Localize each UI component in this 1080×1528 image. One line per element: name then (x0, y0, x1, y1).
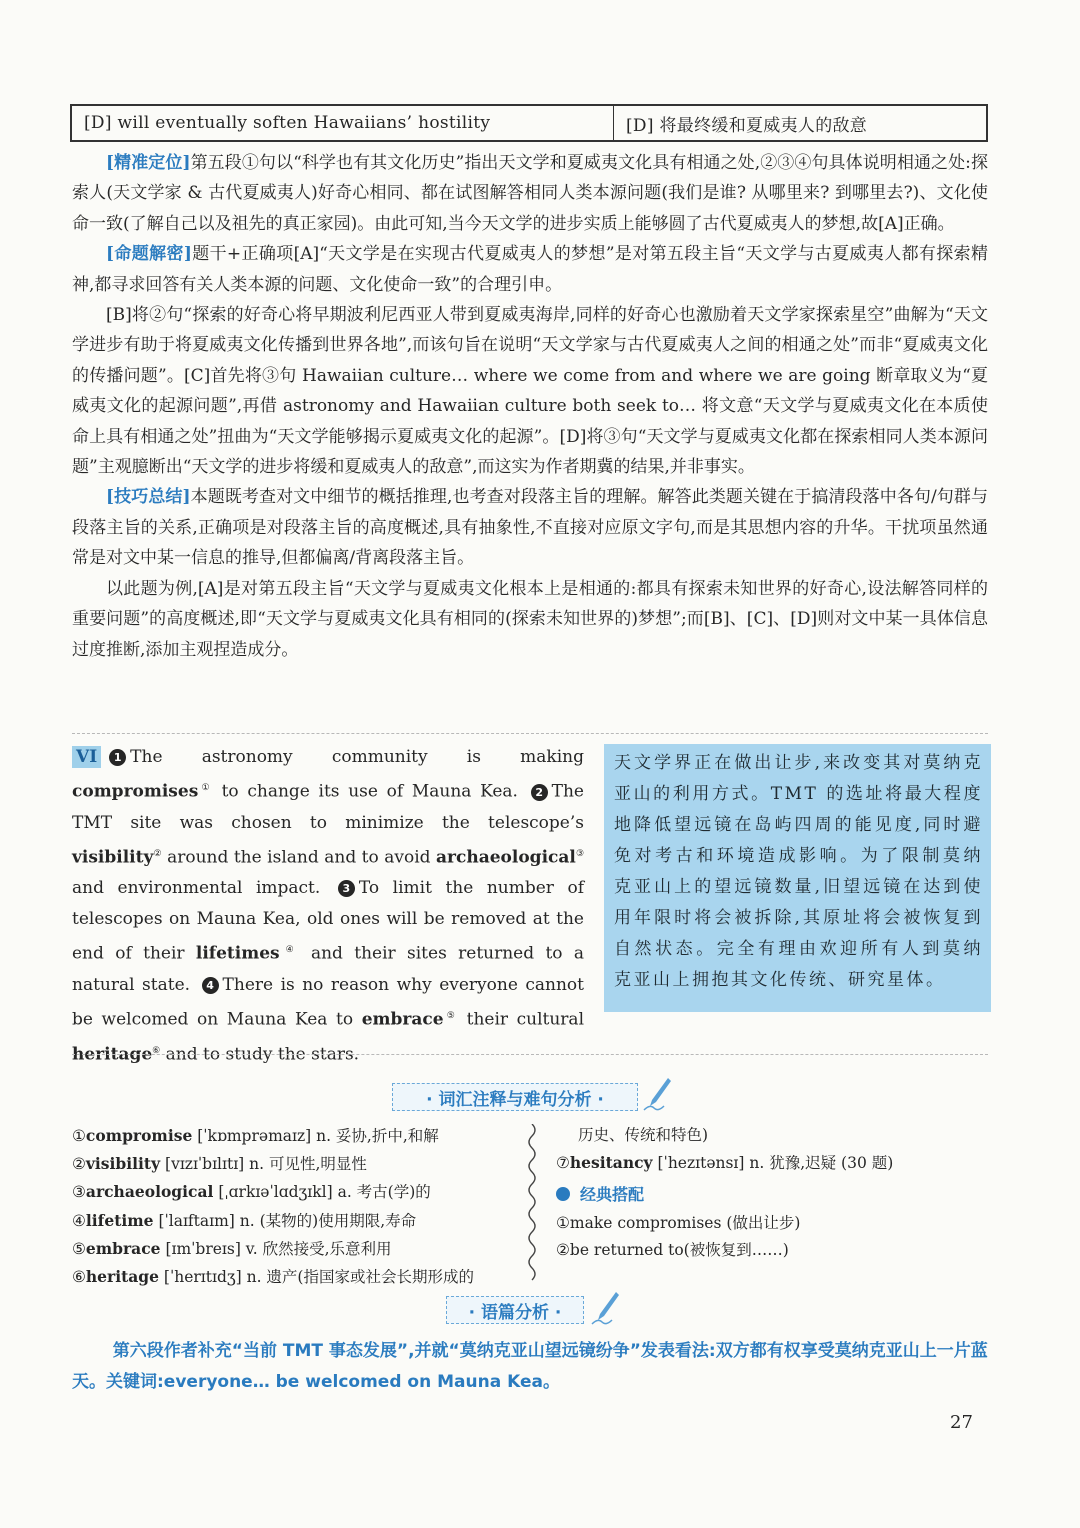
vocab-item (72, 1122, 522, 1150)
vocab-word: heritage (72, 1044, 153, 1065)
pen-icon (590, 1290, 620, 1326)
sentence-text: and their sites returned to a natural state. (72, 943, 585, 995)
collocation-header (556, 1181, 986, 1209)
vocab-item (72, 1207, 522, 1235)
vocab-word: embrace (85, 1238, 161, 1258)
tag-question-decode: [命题解密] (106, 244, 192, 265)
vocab-word: hesitancy (569, 1153, 653, 1173)
bullet-icon (556, 1187, 570, 1201)
vocab-item (556, 1149, 986, 1177)
sentence-text: and to study the stars. (165, 1044, 360, 1065)
vocab-definition: [ˈhezɪtənsɪ] n. 犹豫,迟疑 (30 题) (652, 1154, 894, 1173)
discourse-text: 第六段作者补充“当前 TMT 事态发展”,并就“莫纳克亚山望远镜纷争”发表看法:双方都有权享受莫纳克亚山上一片蓝天。关键词:everyone… be welcomed on Mauna Kea。 (72, 1341, 988, 1392)
sentence-number-icon: 3 (338, 880, 355, 897)
page-number: 27 (950, 1412, 973, 1433)
passage-english (72, 742, 584, 1070)
footnote-mark: ③ (575, 848, 585, 859)
sentence-text: There is no reason why everyone cannot be welcomed on Mauna Kea to (72, 974, 584, 1030)
vocab-word: visibility (72, 847, 154, 868)
vocab-item (72, 1235, 522, 1263)
analysis-paragraph (72, 148, 988, 239)
vocab-definition: [ˈkɒmprəmaɪz] n. 妥协,折中,和解 (192, 1127, 439, 1145)
sentence-number-icon: 2 (531, 784, 548, 801)
vocab-heading: · 词汇注释与难句分析 · (392, 1083, 638, 1111)
analysis-paragraph: 以此题为例,[A]是对第五段主旨“天文学与夏威夷文化根本上是相通的:都具有探索未知世界的好奇心,设法解答同样的重要问题”的高度概述,即“天文学与夏威夷文化具有相同的(探索未知世界的)梦想”;而[B]、[C]、[D]则对文中某一具体信息过度推断,添加主观捏造成分。 (72, 578, 988, 660)
wavy-divider (524, 1124, 540, 1284)
vocab-definition: [ˌɑrkɪəˈlɑdʒɪkl] a. 考古(学)的 (213, 1183, 431, 1202)
analysis-paragraph: [B]将②句“探索的好奇心将早期波利尼西亚人带到夏威夷海岸,同样的好奇心也激励着天文学家探索星空”曲解为“天文学进步有助于将夏威夷文化传播到世界各地”,而该句旨在说明“天文学家与古代夏威夷人之间的相通之处”而非“夏威夷文化的传播问题”。[C]首先将③句 Hawaiian culture… where we come from and where we are going 断章取义为“夏威夷文化的起源问题”,再借 astronomy and Hawaiian culture both seek to… 将文意“天文学与夏威夷文化在本质使命上具有相通之处”扭曲为“天文学能够揭示夏威夷文化的起源”。[D]将③句“天文学与夏威夷文化都在探索相同人类本源问题”主观臆断出“天文学的进步将缓和夏威夷人的敌意”,而这实为作者期冀的结果,并非事实。 (72, 305, 988, 478)
option-d-chinese: [D] 将最终缓和夏威夷人的敌意 (626, 115, 868, 136)
sentence-text: To limit the number of telescopes on Mauna Kea, old ones will be removed at the end of their (72, 878, 585, 964)
option-d-row (70, 104, 988, 142)
vocab-word: compromises (72, 781, 199, 802)
divider (72, 1054, 988, 1055)
vocab-word: compromise (85, 1126, 193, 1145)
vocab-num: ⑤ (72, 1239, 86, 1258)
vocab-num: ④ (72, 1211, 86, 1230)
analysis-text: 题干+正确项[A]“天文学是在实现古代夏威夷人的梦想”是对第五段主旨“天文学与古夏威夷人都有探索精神,都寻求回答有关人类本源的问题、文化使命一致”的合理引申。 (72, 244, 988, 295)
footnote-mark: ④ (279, 945, 300, 956)
tag-skill-summary: [技巧总结] (106, 487, 191, 508)
vocab-definition: [ˈlaɪftaɪm] n. (某物的)使用期限,寿命 (153, 1211, 417, 1230)
vocab-num: ① (72, 1127, 86, 1145)
vocab-word: archaeological (85, 1182, 214, 1202)
vocab-list (72, 1122, 522, 1291)
analysis-paragraph (72, 239, 988, 300)
sentence-number-icon: 4 (202, 977, 219, 994)
tag-precise-location: [精准定位] (106, 153, 191, 173)
sentence-number-icon: 1 (109, 749, 126, 766)
vocab-list-right (556, 1122, 986, 1264)
sentence-text: and environmental impact. (72, 878, 321, 899)
paragraph-label: VI (72, 746, 101, 768)
vocab-word: lifetime (85, 1210, 154, 1230)
vocab-num: ② (72, 1155, 86, 1174)
footnote-mark: ⑤ (443, 1010, 458, 1021)
analysis-paragraph (72, 482, 988, 573)
vocab-num: ⑦ (556, 1154, 570, 1173)
divider (72, 733, 988, 734)
sentence-text: around the island and to avoid (167, 847, 431, 868)
vocab-continuation: 历史、传统和特色) (578, 1126, 709, 1144)
option-d-english: [D] will eventually soften Hawaiians’ hostility (72, 106, 614, 140)
sentence-text: The astronomy community is making (130, 747, 584, 767)
collocation-heading: 经典搭配 (580, 1185, 645, 1205)
footnote-mark: ⑥ (152, 1045, 161, 1056)
vocab-num: ⑥ (72, 1268, 86, 1287)
footnote-mark: ① (198, 783, 213, 793)
discourse-analysis (72, 1336, 992, 1398)
vocab-word: visibility (85, 1154, 161, 1174)
analysis-text: 第五段①句以“科学也有其文化历史”指出天文学和夏威夷文化具有相通之处,②③④句具体说明相通之处:探索人(天文学家 & 古代夏威夷人)好奇心相同、都在试图解答相同人类本源问题(我们是谁? 从哪里来? 到哪里去?)、文化使命一致(了解自己以及祖先的真正家园)。由此可知,当今天文学的进步实质上能够圆了古代夏威夷人的梦想,故[A]正确。 (72, 153, 988, 234)
sentence-text: to change its use of Mauna Kea. (221, 781, 518, 802)
sentence-text: their cultural (466, 1009, 585, 1030)
collocation-item: ②be returned to(被恢复到……) (556, 1240, 789, 1259)
vocab-word: archaeological (436, 847, 576, 868)
vocab-definition: [ɪmˈbreɪs] v. 欣然接受,乐意利用 (160, 1239, 392, 1258)
discourse-heading: · 语篇分析 · (446, 1296, 584, 1324)
vocab-item (72, 1263, 522, 1291)
sentence-text: The TMT site was chosen to minimize the telescope’s (72, 781, 584, 833)
vocab-word: heritage (85, 1267, 159, 1287)
analysis-text: 本题既考查对文中细节的概括推理,也考查对段落主旨的理解。解答此类题关键在于搞清段落中各句/句群与段落主旨的关系,正确项是对段落主旨的高度概述,具有抽象性,不直接对应原文字句,而是其思想内容的升华。干扰项虽然通常是对文中某一信息的推导,但都偏离/背离段落主旨。 (72, 487, 988, 569)
vocab-definition: [vɪzɪˈbɪlɪtɪ] n. 可见性,明显性 (160, 1155, 367, 1174)
vocab-word: lifetimes (195, 943, 280, 964)
vocab-word: embrace (361, 1009, 444, 1030)
footnote-mark: ② (153, 848, 162, 859)
vocab-definition: [ˈherɪtɪdʒ] n. 遗产(指国家或社会长期形成的 (159, 1268, 474, 1287)
collocation-item: ①make compromises (做出让步) (556, 1213, 801, 1232)
passage-translation: 天文学界正在做出让步,来改变其对莫纳克亚山的利用方式。TMT 的选址将最大程度地降低望远镜在岛屿四周的能见度,同时避免对考古和环境造成影响。为了限制莫纳克亚山上的望远镜数量,旧望远镜在达到使用年限时将会被拆除,其原址将会被恢复到自然状态。完全有理由欢迎所有人到莫纳克亚山上拥抱其文化传统、研究星体。 (604, 744, 991, 1012)
vocab-item (72, 1150, 522, 1178)
vocab-num: ③ (72, 1183, 86, 1202)
answer-analysis (72, 148, 988, 665)
pen-icon (642, 1076, 672, 1112)
vocab-item (72, 1178, 522, 1206)
